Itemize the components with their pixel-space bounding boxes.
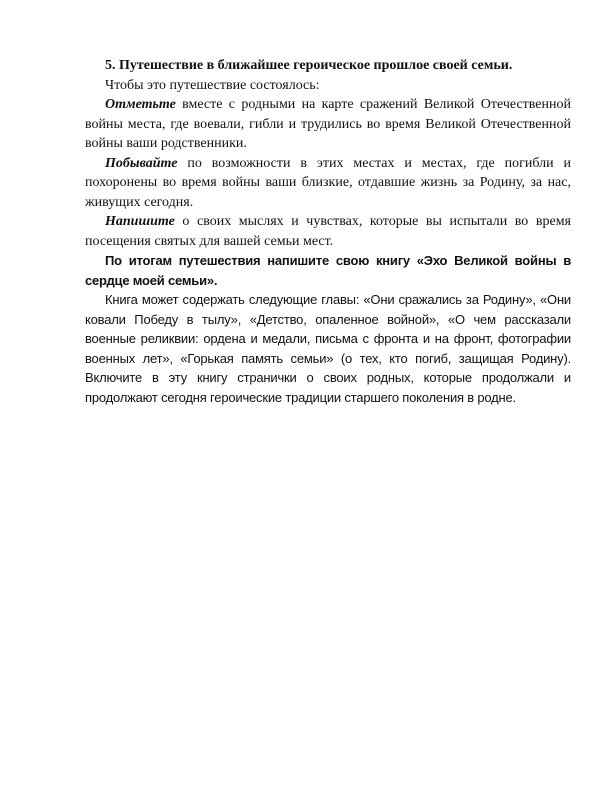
- instruction-text-write: о своих мыслях и чувствах, которые вы испытали во время посещения святых для вашей семьи мест.: [85, 214, 571, 249]
- instruction-mark: [85, 95, 571, 154]
- instruction-text-mark: вместе с родными на карте сражений Великой Отечественной войны места, где воевали, гибли и трудились во время Великой Отечественной войны ваши родственники.: [85, 97, 571, 151]
- instruction-write: [85, 212, 571, 251]
- intro-paragraph: Чтобы это путешествие состоялось:: [105, 77, 320, 93]
- section-heading: 5. Путешествие в ближайшее героическое прошлое своей семьи.: [105, 58, 513, 73]
- instruction-visit: [85, 154, 571, 213]
- instruction-lead-mark: Отметьте: [105, 97, 176, 112]
- instruction-lead-write: Напишите: [105, 214, 175, 229]
- document-body: [85, 56, 571, 407]
- book-call-paragraph: По итогам путешествия напишите свою книгу «Эхо Великой войны в сердце моей семьи».: [85, 253, 571, 288]
- instruction-lead-visit: Побывайте: [105, 155, 178, 171]
- book-description-paragraph: Книга может содержать следующие главы: «Они сражались за Родину», «Они ковали Победу в тылу», «Детство, опаленное войной», «О чем рассказали военные реликвии: ордена и медали, письма с фронта и на фронт, фотографии военных лет», «Горькая память семьи» (о тех, кто погиб, защищая Родину). Включите в эту книгу странички о своих родных, которые продолжали и продолжают сегодня героические традиции старшего поколения в родне.: [85, 292, 571, 405]
- instruction-text-visit: по возможности в этих местах и местах, где погибли и похоронены во время войны ваши близкие, отдавшие жизнь за Родину, за нас, живущих сегодня.: [85, 155, 571, 210]
